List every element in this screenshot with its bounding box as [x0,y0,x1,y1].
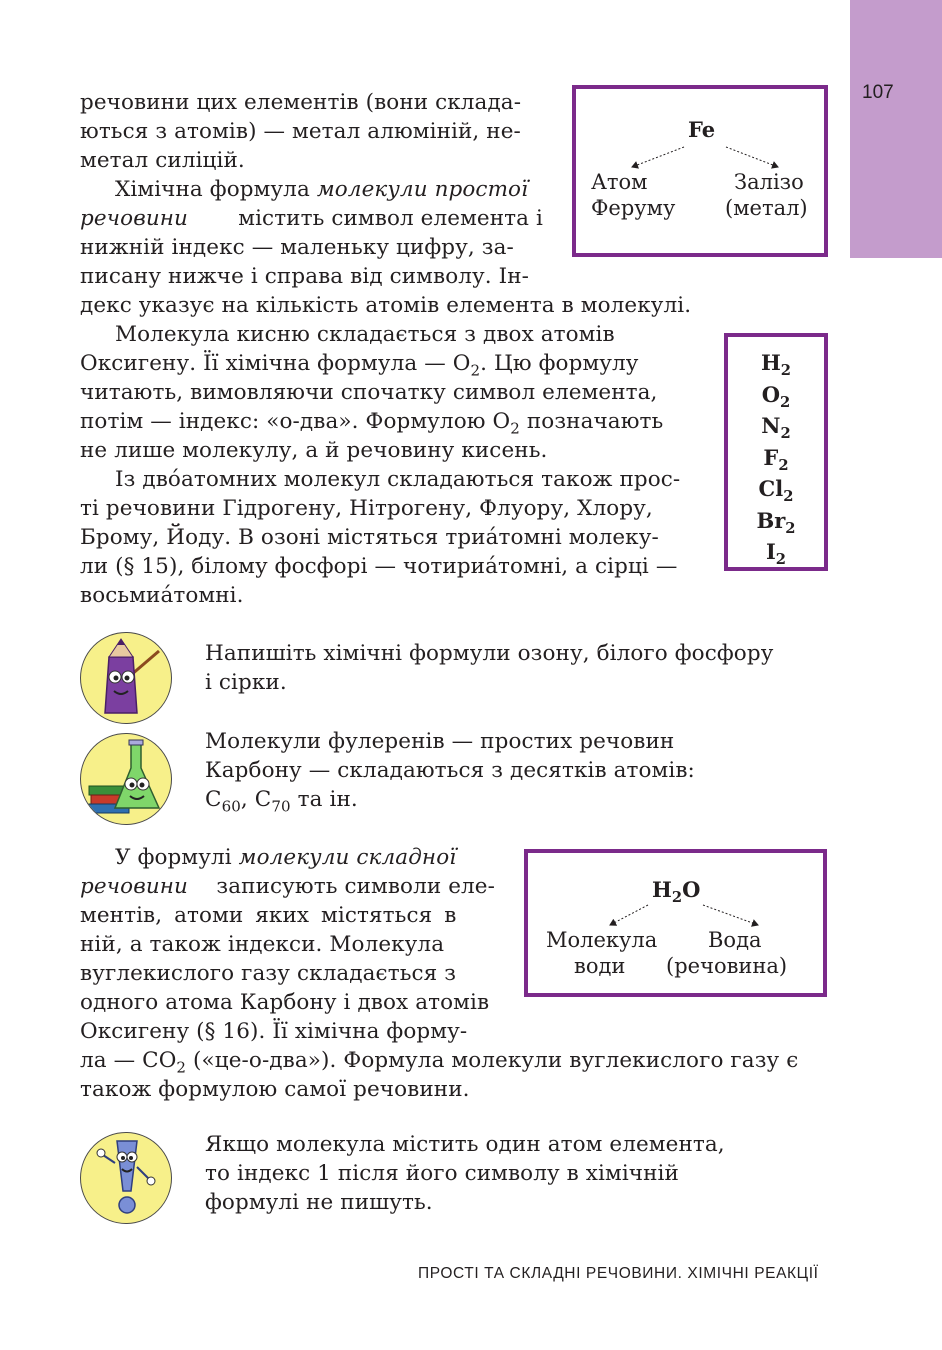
text-line: ті речовини Гідрогену, Нітрогену, Флуору, Хлору, [80,496,653,521]
text-line: Із дво́атомних молекул складаються також прос- [115,467,681,492]
h2o-right-label: Вода [708,928,762,952]
formula-item: $Cl_2$ [758,476,794,506]
fe-right-label: (метал) [725,196,808,220]
text-line: декс указує на кількість атомів елемента в молекулі. [80,293,692,318]
note-text: формулі не пишуть. [205,1190,433,1215]
note-text: Якщо молекула містить один атом елемента, [205,1132,725,1157]
text-line: Оксигену. Її хімічна формула — $O_2$. Цю формулу [80,351,639,380]
text-line: метал силіцій. [80,148,245,173]
h2o-diagram-box [524,849,827,997]
text-line: речовини містить символ елемента і [80,206,543,231]
fe-left-label: Атом [591,170,648,194]
h2o-right-label: (речовина) [666,954,788,978]
text-line: читають, вимовляючи спочатку символ елемента, [80,380,658,405]
formula-item: $F_2$ [763,444,789,474]
formula-item: $I_2$ [765,539,787,569]
text-line: також формулою самої речовини. [80,1077,470,1102]
chapter-tab [850,0,942,258]
fact-text: Карбону — складаються з десятків атомів: [205,758,695,783]
text-line: Хімічна формула молекули простої [115,177,529,202]
formula-item: $Br_2$ [756,507,796,537]
text-line: речовини записують символи еле- [80,874,495,899]
text-line: нижній індекс — маленьку цифру, за- [80,235,514,260]
text-line: одного атома Карбону і двох атомів [80,990,490,1015]
formula-item: $O_2$ [761,381,791,411]
text-line: Оксигену (§ 16). Її хімічна форму- [80,1019,468,1044]
fe-formula: Fe [688,117,716,142]
fe-right-label: Залізо [734,170,804,194]
text-line: ній, а також індекси. Молекула [80,932,445,957]
pencil-teacher-icon [80,632,172,724]
text-line: вуглекислого газу складається з [80,961,457,986]
task-text: і сірки. [205,670,287,695]
diatomic-formulas-box [724,333,828,571]
fact-text: Молекули фулеренів — простих речовин [205,729,675,754]
text-line: Брому, Йоду. В озоні містяться триа́томні молеку- [80,525,659,550]
text-line: ментів, атоми яких містяться в [80,903,457,928]
exclamation-icon [80,1132,172,1224]
text-line: Молекула кисню складається з двох атомів [115,322,615,347]
text-line: не лише молекулу, а й речовину кисень. [80,438,548,463]
h2o-left-label: Молекула [546,928,658,952]
formula-item: $H_2$ [760,350,792,380]
page-number: 107 [862,82,894,103]
note-text: то індекс 1 після його символу в хімічній [205,1161,679,1186]
task-text: Напишіть хімічні формули озону, білого фосфору [205,641,774,666]
formula-item: $N_2$ [761,413,791,443]
fe-left-label: Феруму [591,196,676,220]
h2o-left-label: води [574,954,626,978]
text-line: потім — індекс: «о-два». Формулою $O_2$ позначають [80,409,664,438]
text-line: речовини цих елементів (вони склада- [80,90,522,115]
text-line: ла — $CO_2$ («це-о-два»). Формула молекули вуглекислого газу є [80,1048,799,1077]
text-line: писану нижче і справа від символу. Ін- [80,264,530,289]
text-line: восьмиа́томні. [80,583,244,608]
text-line: ли (§ 15), білому фосфорі — чотириа́томні, а сірці — [80,554,678,579]
text-line: У формулі молекули складної [115,845,457,870]
flask-books-icon [80,733,172,825]
fact-text: $C_{60}$, $C_{70}$ та ін. [205,787,358,816]
running-footer: ПРОСТІ ТА СКЛАДНІ РЕЧОВИНИ. ХІМІЧНІ РЕАКЦІЇ [418,1265,819,1282]
h2o-formula: $H_2O$ [652,877,701,907]
text-line: ються з атомів) — метал алюміній, не- [80,119,521,144]
formula-list [728,347,824,568]
fe-diagram-box [572,85,828,257]
